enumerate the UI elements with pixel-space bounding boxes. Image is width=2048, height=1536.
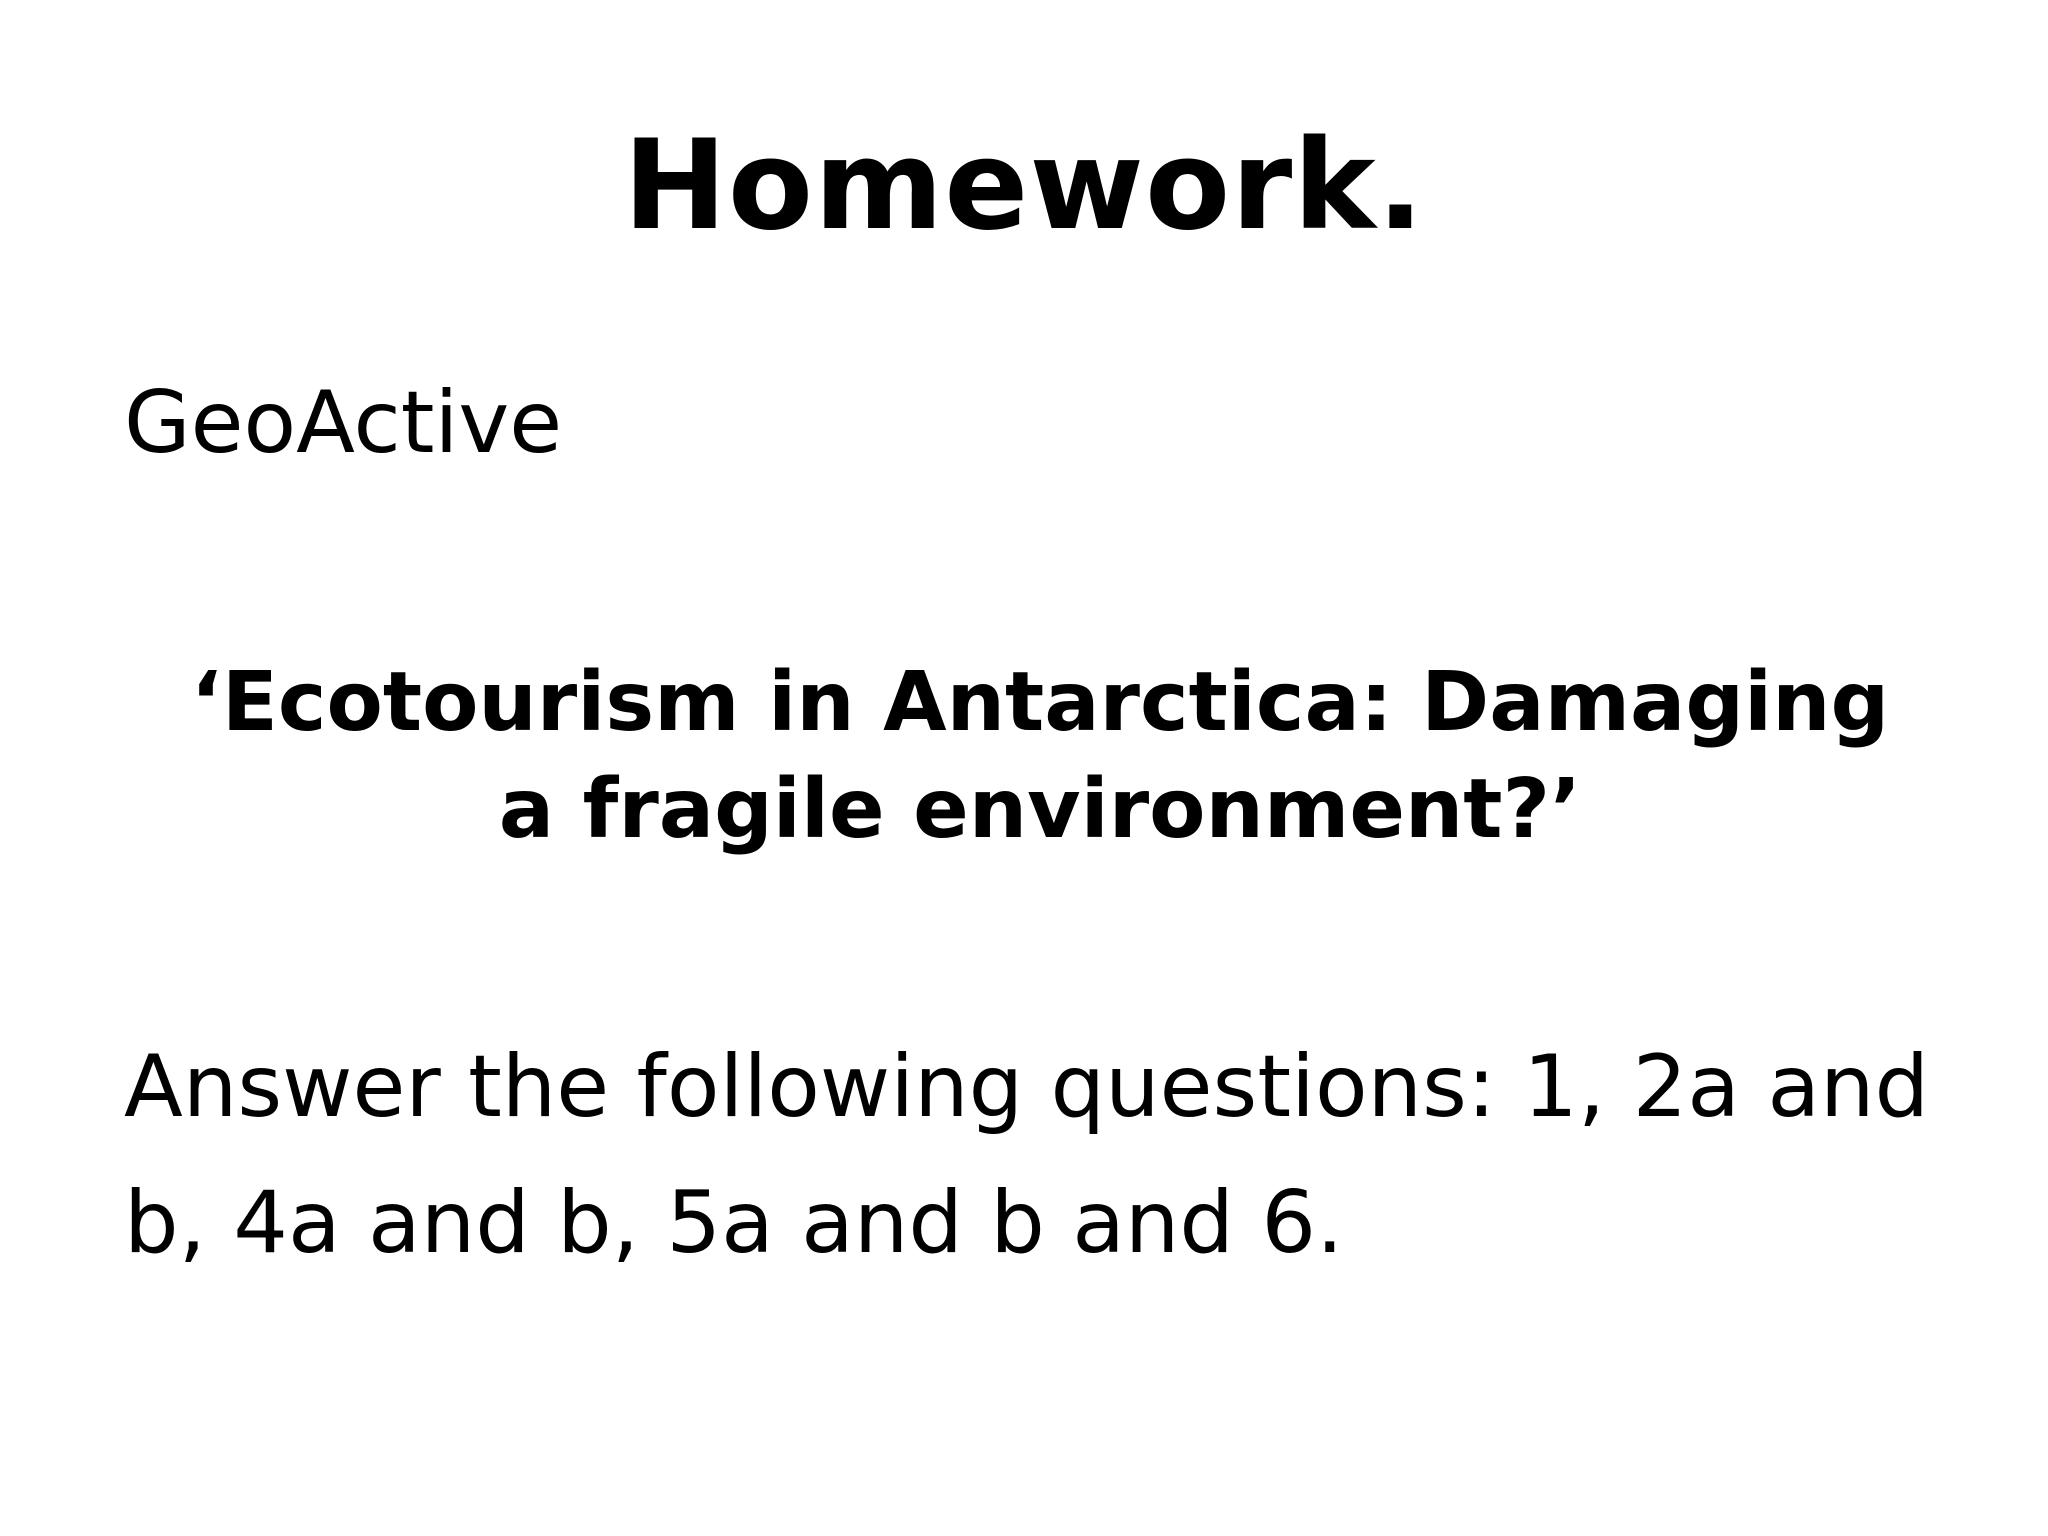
source-text: GeoActive <box>124 373 563 473</box>
slide-title: Homework. <box>623 114 1425 258</box>
assignment-heading: ‘Ecotourism in Antarctica: Damaging a fragile environment?’ <box>190 655 1890 857</box>
instructions-text: Answer the following questions: 1, 2a and b, 4a and b, 5a and b and 6. <box>124 1037 1930 1273</box>
